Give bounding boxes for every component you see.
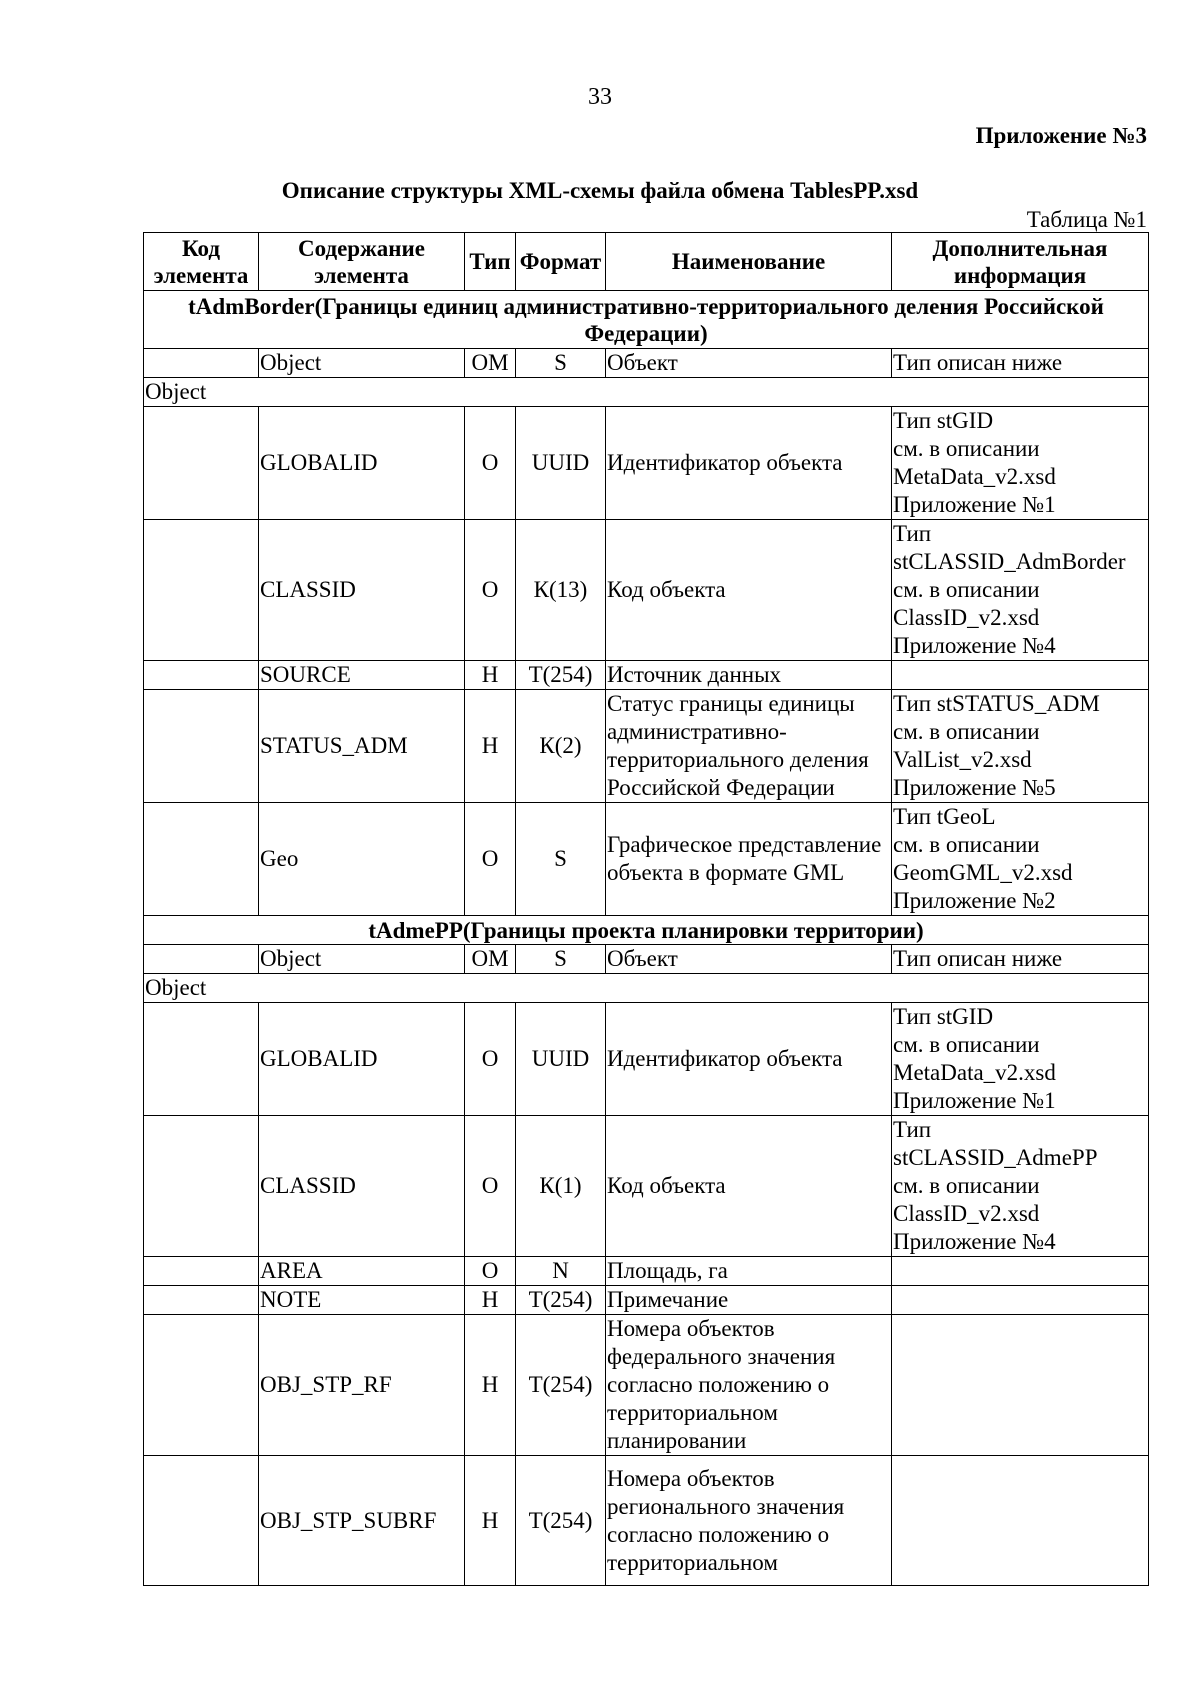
object-label-row <box>144 974 1149 1003</box>
section-title-row <box>144 916 1149 945</box>
table-row <box>144 1003 1149 1116</box>
header-content: Содержание элемента <box>259 233 465 291</box>
cell-type: О <box>465 803 516 916</box>
cell-format: К(1) <box>516 1116 606 1257</box>
cell-content: GLOBALID <box>259 407 465 520</box>
cell-content: AREA <box>259 1257 465 1286</box>
cell-format: N <box>516 1257 606 1286</box>
cell-info <box>892 1456 1149 1586</box>
schema-table <box>143 232 1149 1586</box>
info-line: ClassID_v2.xsd <box>893 605 1040 630</box>
header-info: Дополнительная информация <box>892 233 1149 291</box>
info-line: MetaData_v2.xsd <box>893 464 1056 489</box>
cell-type: О <box>465 1003 516 1116</box>
table-row <box>144 1116 1149 1257</box>
info-line: см. в описании <box>893 436 1040 461</box>
info-line: см. в описании <box>893 577 1040 602</box>
cell-type: ОМ <box>465 945 516 974</box>
cell-format: S <box>516 349 606 378</box>
info-line: Тип stGID <box>893 1004 994 1029</box>
table-row <box>144 1257 1149 1286</box>
info-line: MetaData_v2.xsd <box>893 1060 1056 1085</box>
cell-format: S <box>516 945 606 974</box>
cell-name: Номера объектов федерального значения согласно положению о территориальном планировании <box>606 1315 892 1456</box>
info-line: Приложение №5 <box>893 775 1056 800</box>
cell-code <box>144 1286 259 1315</box>
cell-type: ОМ <box>465 349 516 378</box>
cell-format: Т(254) <box>516 1315 606 1456</box>
cell-type: О <box>465 407 516 520</box>
info-line: см. в описании <box>893 719 1040 744</box>
header-format: Формат <box>516 233 606 291</box>
cell-code <box>144 520 259 661</box>
object-row <box>144 945 1149 974</box>
table-row <box>144 520 1149 661</box>
cell-code <box>144 1116 259 1257</box>
cell-code <box>144 1003 259 1116</box>
info-line: Приложение №4 <box>893 633 1056 658</box>
header-type: Тип <box>465 233 516 291</box>
cell-name: Площадь, га <box>606 1257 892 1286</box>
cell-format: К(2) <box>516 690 606 803</box>
cell-content: Object <box>259 349 465 378</box>
cell-format: Т(254) <box>516 1456 606 1586</box>
cell-content: Object <box>259 945 465 974</box>
cell-content: Geo <box>259 803 465 916</box>
cell-name: Объект <box>606 349 892 378</box>
header-row <box>144 233 1149 291</box>
section-title: tAdmePP(Границы проекта планировки территории) <box>144 916 1149 945</box>
cell-info <box>892 1257 1149 1286</box>
cell-format: UUID <box>516 1003 606 1116</box>
cell-name: Источник данных <box>606 661 892 690</box>
info-line: см. в описании <box>893 832 1040 857</box>
cell-info <box>892 690 1149 803</box>
cell-format: S <box>516 803 606 916</box>
cell-content: CLASSID <box>259 1116 465 1257</box>
table-label: Таблица №1 <box>1026 207 1147 232</box>
cell-name: Идентификатор объекта <box>606 407 892 520</box>
object-label: Object <box>144 974 1149 1003</box>
cell-content: GLOBALID <box>259 1003 465 1116</box>
cell-content: STATUS_ADM <box>259 690 465 803</box>
cell-type: Н <box>465 1456 516 1586</box>
cell-code <box>144 1456 259 1586</box>
cell-info <box>892 1116 1149 1257</box>
table-row <box>144 1315 1149 1456</box>
info-line: Приложение №4 <box>893 1229 1056 1254</box>
cell-code <box>144 407 259 520</box>
table-row <box>144 1456 1149 1586</box>
cell-content: CLASSID <box>259 520 465 661</box>
cell-type: О <box>465 1116 516 1257</box>
section-title-row <box>144 291 1149 349</box>
cell-type: Н <box>465 690 516 803</box>
cell-info <box>892 1286 1149 1315</box>
info-line: stCLASSID_AdmBorder <box>893 549 1126 574</box>
cell-content: OBJ_STP_SUBRF <box>259 1456 465 1586</box>
table-row <box>144 1286 1149 1315</box>
table-row <box>144 661 1149 690</box>
info-line: Приложение №2 <box>893 888 1056 913</box>
cell-type: О <box>465 1257 516 1286</box>
info-line: ValList_v2.xsd <box>893 747 1032 772</box>
object-label: Object <box>144 378 1149 407</box>
cell-code <box>144 803 259 916</box>
cell-name: Код объекта <box>606 1116 892 1257</box>
cell-format: UUID <box>516 407 606 520</box>
cell-code <box>144 1315 259 1456</box>
cell-name: Графическое представление объекта в формате GML <box>606 803 892 916</box>
cell-name: Статус границы единицы административно-территориального деления Российской Федерации <box>606 690 892 803</box>
object-row <box>144 349 1149 378</box>
cell-name: Номера объектов регионального значения согласно положению о территориальном <box>606 1456 892 1586</box>
cell-type: Н <box>465 661 516 690</box>
cell-code <box>144 945 259 974</box>
cell-info: Тип описан ниже <box>892 945 1149 974</box>
document-title: Описание структуры XML-схемы файла обмена TablesPP.xsd <box>281 178 919 203</box>
info-line: Тип stSTATUS_ADM <box>893 691 1100 716</box>
cell-code <box>144 349 259 378</box>
info-line: ClassID_v2.xsd <box>893 1201 1040 1226</box>
cell-name: Идентификатор объекта <box>606 1003 892 1116</box>
info-line: см. в описании <box>893 1173 1040 1198</box>
cell-code <box>144 661 259 690</box>
cell-content: NOTE <box>259 1286 465 1315</box>
object-label-row <box>144 378 1149 407</box>
appendix-label: Приложение №3 <box>975 123 1147 148</box>
cell-code <box>144 1257 259 1286</box>
cell-format: К(13) <box>516 520 606 661</box>
info-line: Тип stGID <box>893 408 994 433</box>
section-title: tAdmBorder(Границы единиц административно-территориального деления Российской Федерации) <box>144 291 1149 349</box>
cell-info <box>892 661 1149 690</box>
cell-info <box>892 803 1149 916</box>
page-number: 33 <box>588 84 612 110</box>
cell-name: Объект <box>606 945 892 974</box>
cell-content: OBJ_STP_RF <box>259 1315 465 1456</box>
info-line: stCLASSID_AdmePP <box>893 1145 1098 1170</box>
cell-info: Тип описан ниже <box>892 349 1149 378</box>
table-row <box>144 407 1149 520</box>
cell-info <box>892 1315 1149 1456</box>
table-row <box>144 803 1149 916</box>
cell-name: Примечание <box>606 1286 892 1315</box>
cell-info <box>892 520 1149 661</box>
info-line: GeomGML_v2.xsd <box>893 860 1073 885</box>
table-row <box>144 690 1149 803</box>
cell-content: SOURCE <box>259 661 465 690</box>
info-line: Тип tGeoL <box>893 804 996 829</box>
info-line: см. в описании <box>893 1032 1040 1057</box>
cell-type: Н <box>465 1286 516 1315</box>
cell-code <box>144 690 259 803</box>
info-line: Приложение №1 <box>893 1088 1056 1113</box>
cell-info <box>892 1003 1149 1116</box>
info-line: Приложение №1 <box>893 492 1056 517</box>
info-line: Тип <box>893 521 932 546</box>
cell-info <box>892 407 1149 520</box>
info-line: Тип <box>893 1117 932 1142</box>
cell-type: О <box>465 520 516 661</box>
header-code: Код элемента <box>144 233 259 291</box>
cell-format: Т(254) <box>516 1286 606 1315</box>
cell-type: Н <box>465 1315 516 1456</box>
cell-name: Код объекта <box>606 520 892 661</box>
header-name: Наименование <box>606 233 892 291</box>
cell-format: Т(254) <box>516 661 606 690</box>
